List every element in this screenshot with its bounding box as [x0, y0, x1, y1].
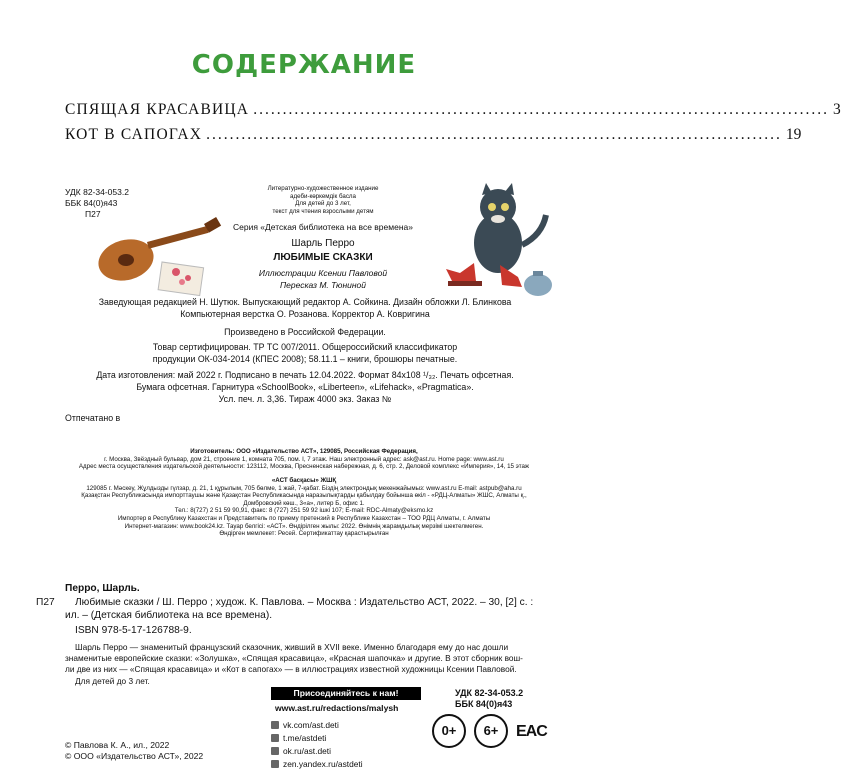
- genre-line: Для детей до 3 лет,: [295, 200, 351, 208]
- social-link-telegram[interactable]: [271, 731, 421, 744]
- printed-in: Отпечатано в: [65, 413, 121, 423]
- publisher-line: Изготовитель: ООО «Издательство АСТ», 129085, Российская Федерация,: [190, 448, 418, 455]
- copyright-line: © Павлова К. А., ил., 2022: [65, 740, 170, 750]
- zen-icon: [271, 760, 279, 768]
- abstract-line: знаменитые европейские сказки: «Золушка», «Спящая красавица», «Красная шапочка» и другие. В этот сборник вош-: [65, 653, 523, 664]
- imprint-codes: [65, 187, 129, 220]
- print-line-2: Бумага офсетная. Гарнитура «SchoolBook», «Libertеen», «Lifehack», «Pragmatica».: [136, 382, 474, 392]
- publisher-kz-line: 129085 г. Мәскеу, Жұлдызды гүлзар, д. 21, 1 құрылым, 705 бөлме, 1 жай, 7-қабат. Біздің электрондық мекенжайымыз: www.ast.ru E-mail: astpub@aha.ru: [86, 484, 522, 492]
- lute-illustration: [92, 222, 232, 292]
- catalog-heading: Перро, Шарль.: [65, 583, 140, 594]
- join-banner: Присоединяйтесь к нам!: [271, 687, 421, 700]
- author-name: Шарль Перро: [291, 238, 355, 249]
- toc-page: 19: [785, 126, 802, 143]
- book-title: ЛЮБИМЫЕ СКАЗКИ: [273, 252, 373, 263]
- abstract-line: ли две из них — «Спящая красавица» и «Кот в сапогах» — в иллюстрациях известной художницы Ксении Павловой.: [65, 664, 517, 675]
- toc-title: СПЯЩАЯ КРАСАВИЦА: [65, 101, 250, 118]
- toc-leader: ..................................................................................................: [253, 101, 829, 118]
- telegram-icon: [271, 734, 279, 742]
- link-text: t.me/astdeti: [283, 732, 327, 743]
- cert-line-2: продукции ОК-034-2014 (КПЕС 2008); 58.11.1 – книги, брошюры печатные.: [152, 354, 458, 364]
- publisher-line: г. Москва, Звёздный бульвар, дом 21, строение 1, комната 705, пом. I, 7 этаж. Наш электронный адрес: ask@ast.ru. Home page: www.ast.ru: [104, 455, 504, 463]
- publisher-block: [62, 448, 546, 471]
- bbk-code: ББК 84(0)я43: [65, 198, 118, 208]
- abstract-age: Для детей до 3 лет.: [75, 675, 150, 686]
- publisher-kz-line: Тел.: 8(727) 2 51 59 90,91, факс: 8 (727) 251 59 92 ішкі 107; E-mail: RDC-Almaty@eksmo.kz: [174, 507, 434, 515]
- toc-entry[interactable]: [65, 126, 802, 144]
- social-link-vk[interactable]: [271, 718, 421, 731]
- vk-icon: [271, 721, 279, 729]
- publisher-kz-line: «АСТ басқасы» ЖШҚ: [271, 477, 337, 484]
- genre-block: [218, 185, 428, 215]
- staff-line-1: Заведующая редакцией Н. Шутюк. Выпускающий редактор А. Сойкина. Дизайн обложки Л. Блинкова: [98, 297, 512, 307]
- catalog-entry-2: ил. – (Детская библиотека на все времена).: [65, 610, 273, 621]
- catalog-abstract: [65, 642, 555, 687]
- udk-code: УДК 82-34-053.2: [65, 187, 129, 197]
- publisher-kz-line: Импортер в Республику Казахстан и Представитель по приему претензий в Республике Казахстан – ТОО РДЦ Алматы, г. Алматы: [117, 514, 491, 522]
- catalog-entry-1: Любимые сказки / Ш. Перро ; худож. К. Павлова. – Москва : Издательство АСТ, 2022. – 30, [2] с. :: [75, 597, 534, 608]
- abstract-line: Шарль Перро — знаменитый французский сказочник, живший в XVII веке. Именно благодаря ему до нас дошли: [75, 642, 509, 652]
- ok-icon: [271, 747, 279, 755]
- genre-line: Литературно-художественное издание: [267, 185, 379, 192]
- age-rating-6-badge: 6+: [474, 714, 508, 748]
- publisher-kz-block: [62, 477, 546, 538]
- toc-leader: ..................................................................................................: [206, 126, 782, 143]
- catalog-code: П27: [36, 597, 55, 608]
- social-link-zen[interactable]: [271, 757, 421, 770]
- copyright: [65, 740, 203, 762]
- catalog-isbn: ISBN 978-5-17-126788-9.: [75, 625, 192, 636]
- publisher-kz-line: Интернет-магазин: www.book24.kz. Тауар белгісі: «АСТ». Өндірілген жылы: 2022. Өнімнің жарамдылық мерзімі шектелмеген.: [124, 522, 484, 530]
- publisher-kz-line: Домбровский көш., 3«а», литер Б, офис 1.: [243, 499, 365, 507]
- bbk-code-right: ББК 84(0)я43: [455, 699, 513, 709]
- genre-line: текст для чтения взрослыми детям: [272, 207, 374, 215]
- cert-line-1: Товар сертифицирован. ТР ТС 007/2011. Общероссийский классификатор: [152, 342, 458, 352]
- age-rating-0-badge: 0+: [432, 714, 466, 748]
- page-title: СОДЕРЖАНИЕ: [191, 50, 417, 80]
- copyright-line: © ООО «Издательство АСТ», 2022: [65, 751, 204, 761]
- publisher-line: Адрес места осуществления издательской деятельности: 123112, Москва, Пресненская набережная, д. 6, стр. 2, Деловой комплекс «Империя», 14, 15 этаж: [78, 463, 530, 471]
- staff-line-2: Компьютерная верстка О. Розанова. Корректор А. Ковригина: [180, 309, 430, 319]
- link-text: ok.ru/ast.deti: [283, 745, 331, 756]
- eac-mark-icon: EAC: [516, 723, 547, 740]
- social-links: [271, 718, 421, 770]
- series-name: Серия «Детская библиотека на все времена»: [233, 222, 413, 232]
- publisher-kz-line: Қазақстан Республикасында импорттаушы және Қазақстан Республикасында наразылықтарды қабылдау бойынша өкіл - «РДЦ-Алматы» ЖШС, Алматы қ.,: [81, 492, 527, 500]
- toc-page: 3: [832, 101, 841, 118]
- illustrations-credit: Иллюстрации Ксении Павловой: [258, 268, 388, 278]
- social-link-ok[interactable]: [271, 744, 421, 757]
- print-line-1: Дата изготовления: май 2022 г. Подписано в печать 12.04.2022. Формат 84х108 ¹/₃₂. Печать офсетная.: [96, 370, 514, 380]
- toc-title: КОТ В САПОГАХ: [65, 126, 203, 143]
- retelling-credit: Пересказ М. Тюниной: [279, 280, 366, 290]
- genre-line: адеби-көркемдік басла: [290, 192, 356, 200]
- udk-code-right: УДК 82-34-053.2: [455, 688, 524, 698]
- link-text: vk.com/ast.deti: [283, 719, 339, 730]
- print-line-3: Усл. печ. л. 3,36. Тираж 4000 экз. Заказ №: [218, 394, 392, 404]
- social-url[interactable]: www.ast.ru/redactions/malysh: [275, 703, 399, 713]
- cat-illustration: [430, 185, 560, 300]
- author-code: П27: [85, 209, 101, 219]
- catalog-codes-right: [455, 688, 523, 710]
- produced-line: Произведено в Российской Федерации.: [224, 327, 386, 337]
- link-text: zen.yandex.ru/astdeti: [283, 758, 363, 769]
- toc-entry[interactable]: [65, 101, 841, 119]
- publisher-kz-line: Өндірген мемлекет: Ресей. Сертификаттау қарастырылған: [219, 530, 389, 538]
